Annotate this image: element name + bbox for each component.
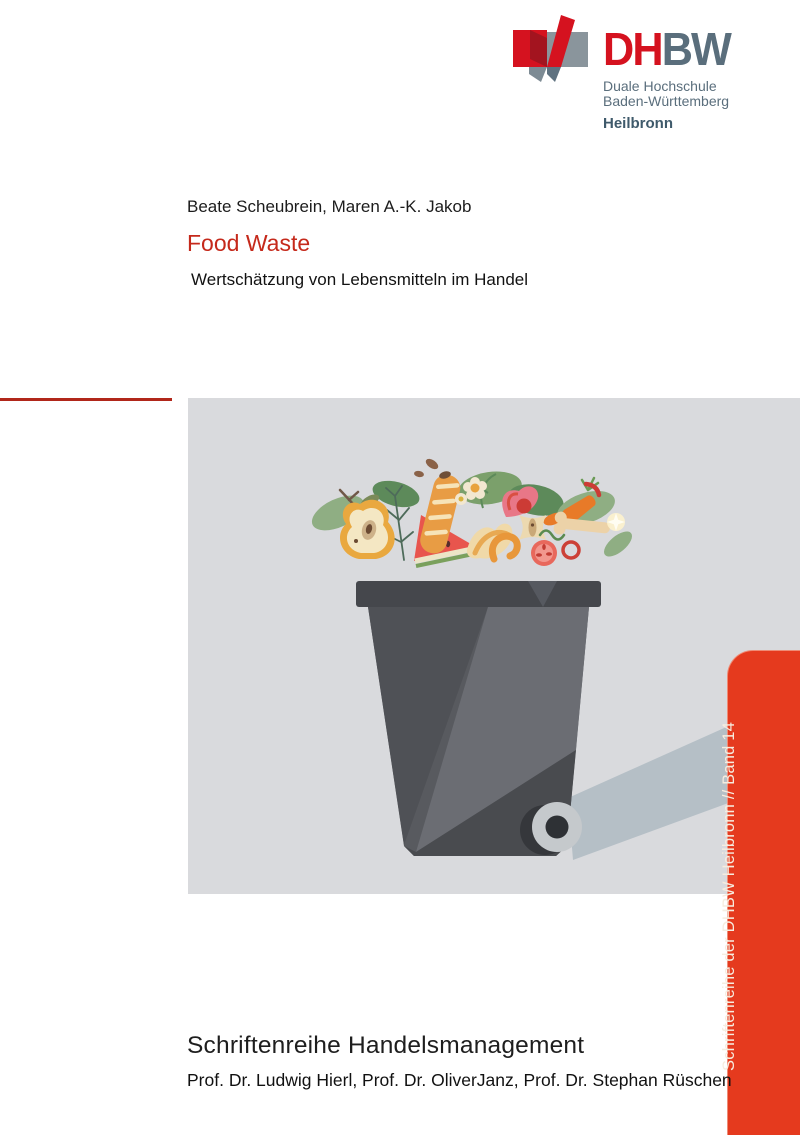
food-waste-bin-illustration [188, 398, 800, 894]
dhbw-wordmark [603, 23, 730, 75]
tomato-slice [531, 540, 557, 566]
dhbw-logo [505, 12, 738, 132]
dhbw-logo-icon [505, 12, 593, 116]
logo-line2: Baden-Württemberg [603, 93, 730, 109]
series-title: Schriftenreihe Handelsmanagement [187, 1032, 585, 1059]
pear-half [340, 500, 395, 559]
cover-subtitle: Wertschätzung von Lebensmitteln im Handel [191, 270, 529, 289]
apple [517, 499, 532, 514]
cover-title: Food Waste [187, 230, 311, 256]
title-block [187, 197, 528, 290]
wordmark-dh: DH [603, 23, 662, 75]
editors: Prof. Dr. Ludwig Hierl, Prof. Dr. OliverJanz, Prof. Dr. Stephan Rüschen [187, 1070, 732, 1090]
red-rule [0, 398, 172, 401]
footer-block [187, 1032, 732, 1091]
authors: Beate Scheubrein, Maren A.-K. Jakob [187, 197, 472, 216]
logo-city: Heilbronn [603, 115, 673, 132]
apple-core [519, 515, 546, 540]
series-tab [720, 650, 800, 1135]
series-tab-label: Schriftenreihe der DHBW Heilbronn // Band 14 [720, 721, 738, 1071]
logo-line1: Duale Hochschule [603, 78, 717, 94]
wordmark-bw: BW [661, 23, 730, 75]
